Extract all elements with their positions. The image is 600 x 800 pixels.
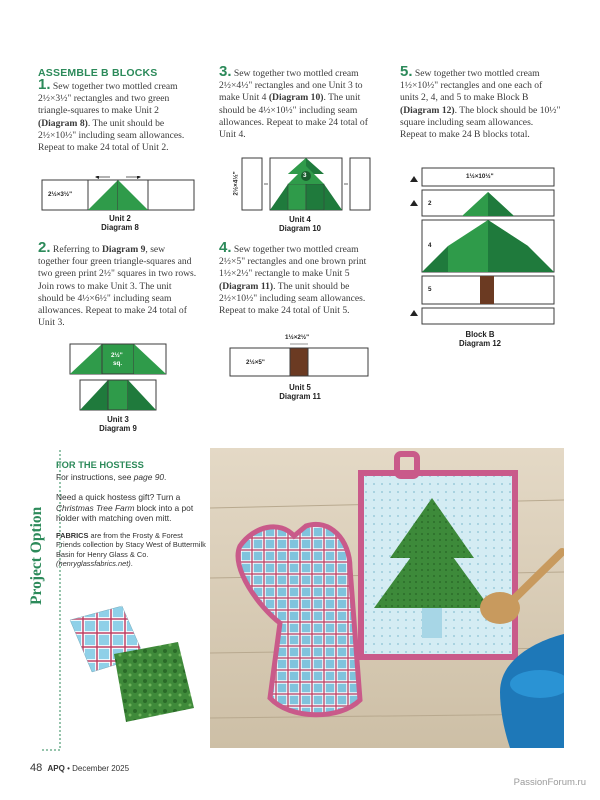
step-4: 4. Sew together two mottled cream 2½×5" rectangles and one brown print 1½×2½" rectangle to make Unit 5 (Diagram 11). The unit should be 2½×10½" including seam allowances. Repeat to make 24 total of Unit 5.	[219, 239, 367, 317]
diagram-9	[68, 342, 168, 414]
diagram-10-caption: Unit 4 Diagram 10	[278, 215, 322, 233]
step-3: 3. Sew together two mottled cream 2½×4½" rectangles and one Unit 3 to make Unit 4 (Diagram 10). The unit should be 4½×10½" including seam allowances. Repeat to make 24 total of Unit 4.	[219, 63, 368, 141]
diagram-11-caption: Unit 5 Diagram 11	[279, 383, 321, 401]
fabrics-credit: FABRICS are from the Frosty & Forest Friends collection by Stacy West of Buttermilk Basin for Henry Glass & Co. (henryglassfabrics.net).	[56, 531, 206, 569]
dimension-label: 2½×5"	[246, 359, 265, 366]
row-label-5: 5	[428, 286, 432, 293]
step-number: 1.	[38, 76, 51, 93]
magazine-name: APQ	[47, 764, 65, 773]
step-5: 5. Sew together two mottled cream 1½×10½" rectangles and one each of units 2, 4, and 5 to make Block B (Diagram 12). The block should be 10½" square including seam allowances. Repeat to make 24 B blocks total.	[400, 63, 561, 141]
diagram-12-caption: Block B Diagram 12	[458, 330, 502, 348]
fabric-swatches	[62, 598, 212, 748]
diagram-12	[408, 164, 558, 326]
unit-number: 3	[303, 172, 307, 179]
diagram-8-caption: Unit 2 Diagram 8	[101, 214, 139, 232]
row-label-2: 2	[428, 200, 432, 207]
dimension-label: 2½×3½"	[48, 191, 73, 198]
page-footer: 48 APQ • December 2025	[30, 762, 130, 774]
issue-date: December 2025	[72, 764, 130, 773]
watermark: PassionForum.ru	[513, 777, 586, 788]
section-title: ASSEMBLE B BLOCKS	[38, 67, 158, 79]
dimension-label-top: 1½×2½"	[285, 334, 310, 341]
square-label: 2½"	[111, 352, 123, 359]
dimension-label: 2½×4½"	[232, 171, 240, 196]
hostess-title: FOR THE HOSTESS	[56, 460, 144, 470]
project-option-label: Project Option	[28, 506, 45, 605]
step-number: 2.	[38, 239, 51, 256]
step-1: 1. Sew together two mottled cream 2½×3½" rectangles and two green triangle-squares to make Unit 2 (Diagram 8). The unit should be 2½×10½" including seam allowances. Repeat to make 24 total of Unit 2.	[38, 76, 185, 154]
hostess-instructions: For instructions, see page 90.	[56, 472, 167, 482]
step-2: 2. Referring to Diagram 9, sew together four green triangle-squares and two green print 2½" squares in two rows. Join rows to make Unit 3. The unit should be 4½×6½" including seam allowances. Repeat to make 24 total of Unit 3.	[38, 239, 197, 329]
page-number: 48	[30, 762, 43, 774]
hostess-description: Need a quick hostess gift? Turn a Christmas Tree Farm block into a pot holder with matching oven mitt.	[56, 492, 194, 524]
step-number: 5.	[400, 63, 413, 80]
project-photo	[210, 448, 564, 748]
diagram-9-caption: Unit 3 Diagram 9	[99, 415, 137, 433]
diagram-11	[228, 334, 373, 382]
step-number: 4.	[219, 239, 232, 256]
step-number: 3.	[219, 63, 232, 80]
diagram-10	[228, 154, 373, 216]
row-label-4: 4	[428, 242, 432, 249]
square-label-2: sq.	[113, 360, 123, 367]
dimension-label-top: 1½×10½"	[466, 173, 494, 180]
